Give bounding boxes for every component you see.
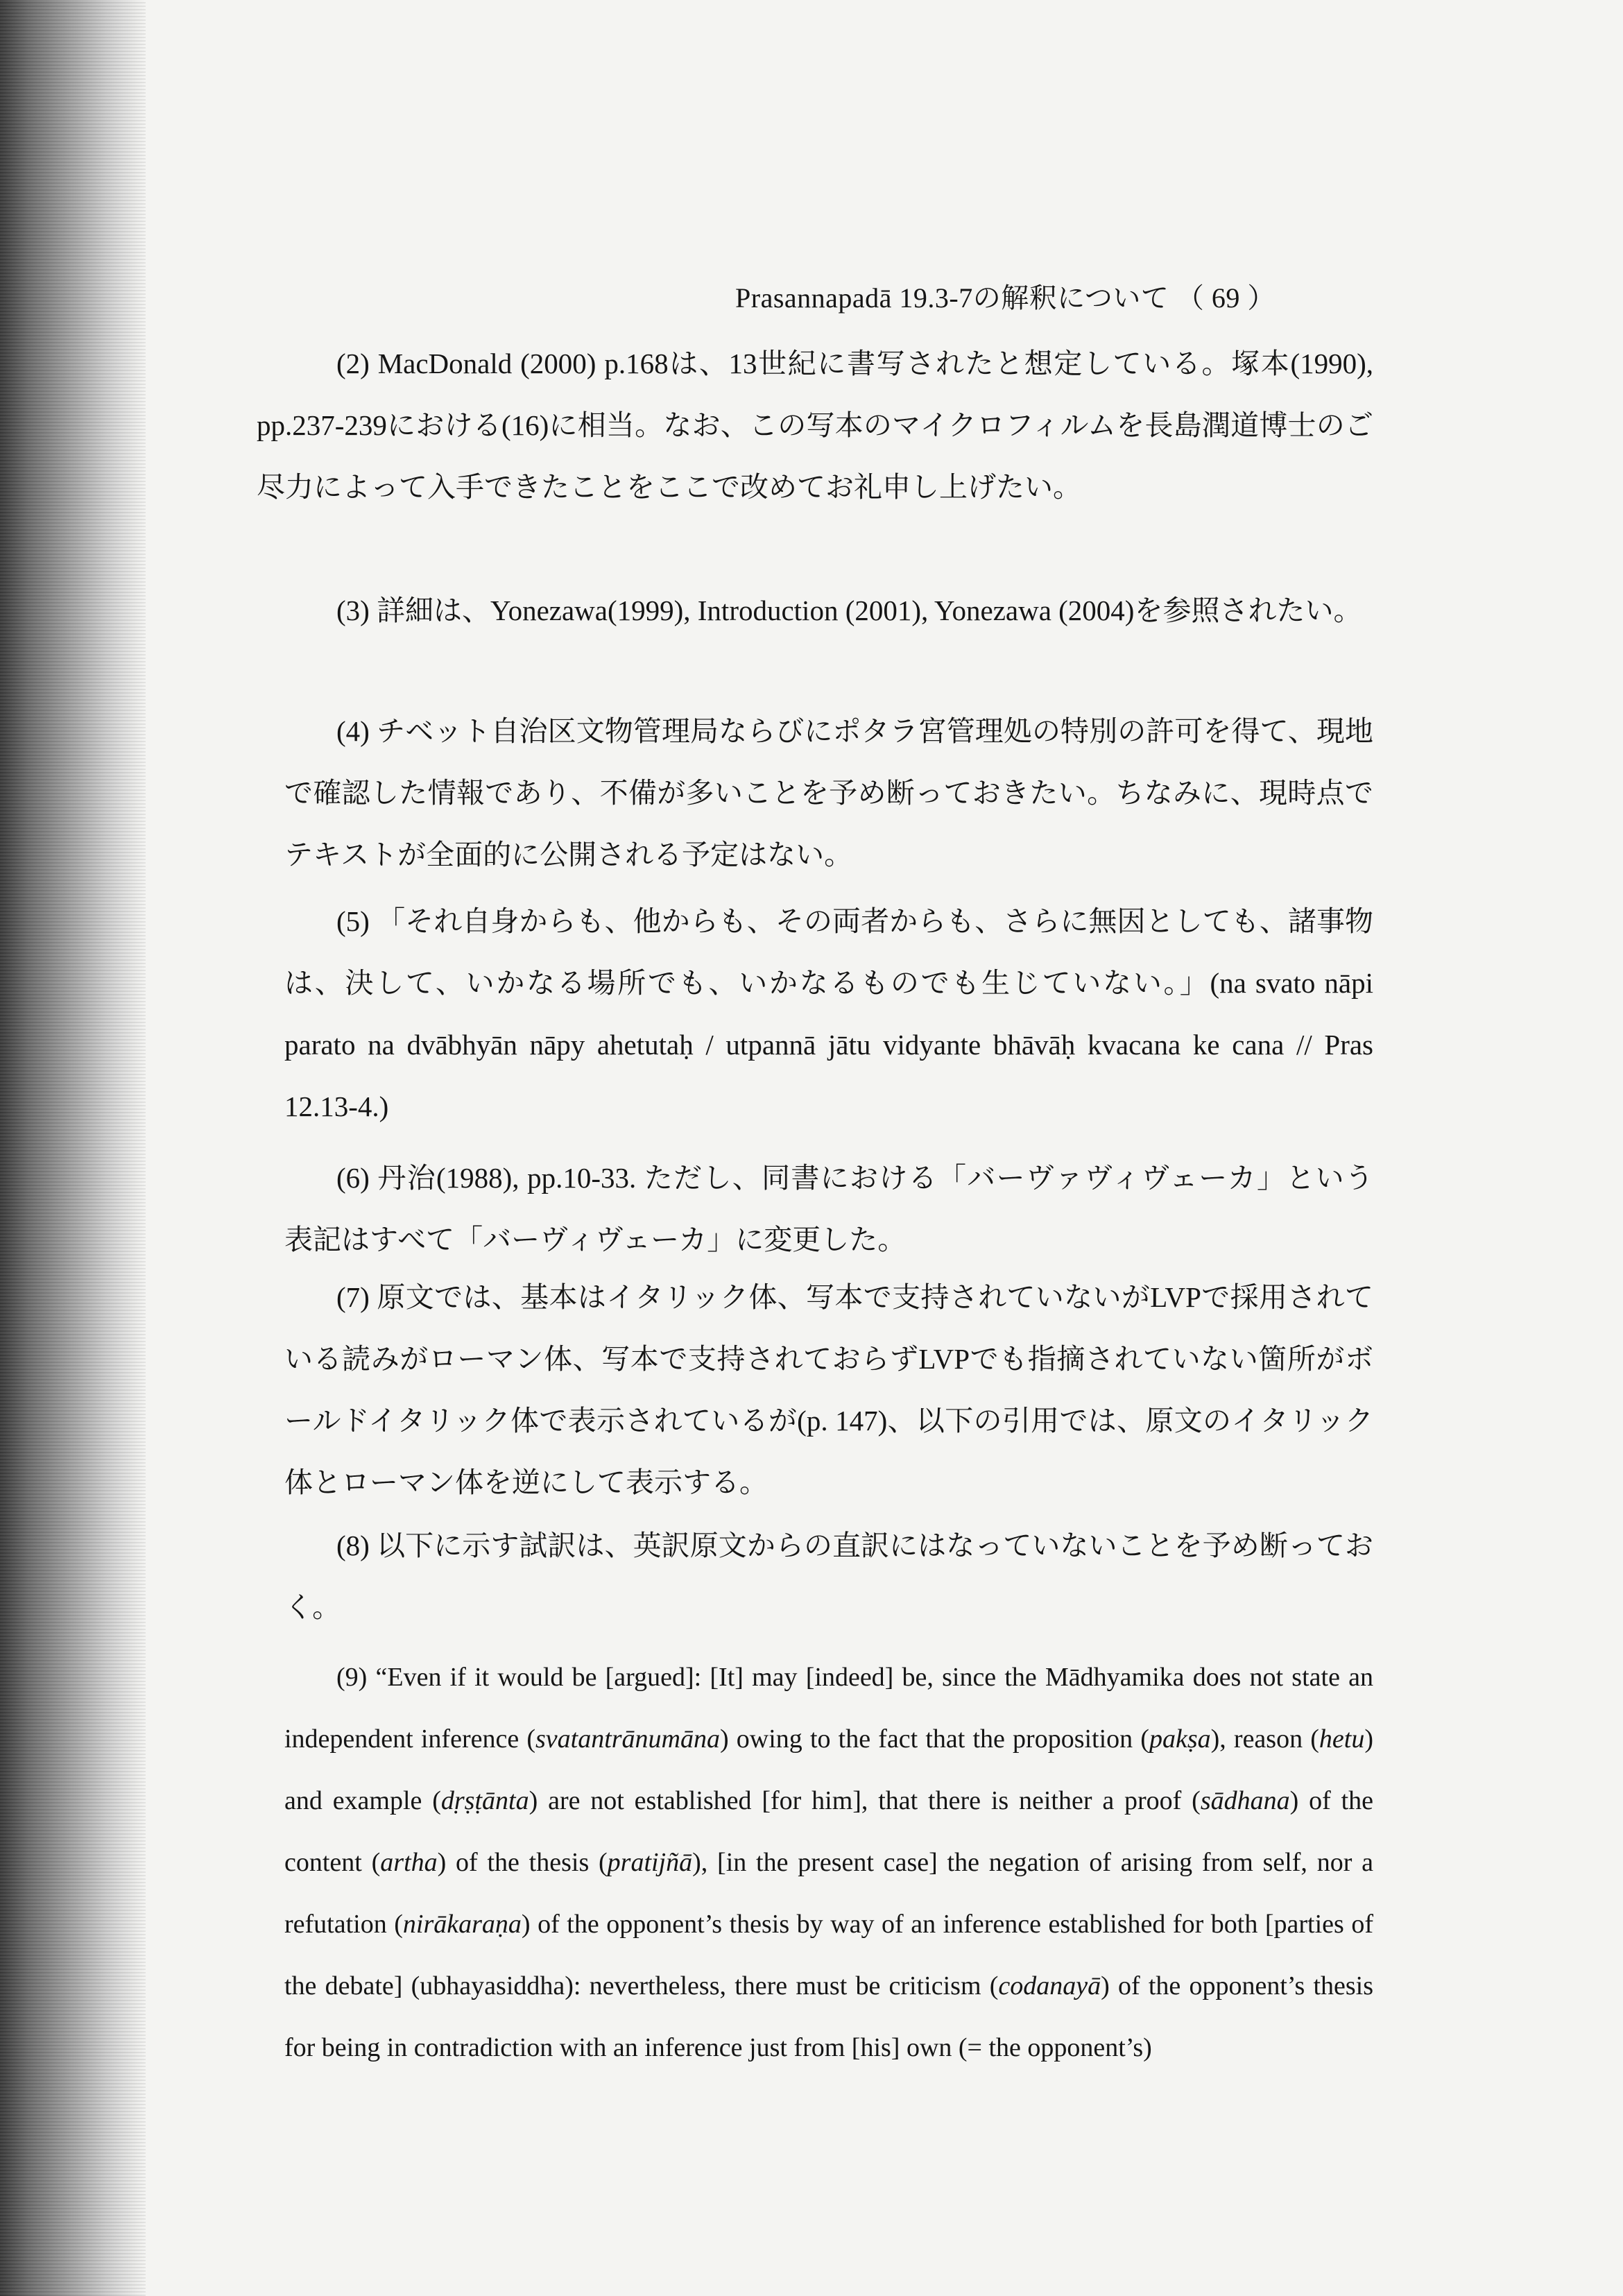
- footnote-5: [257, 891, 1373, 1138]
- scan-noise: [0, 0, 146, 2296]
- footnote-text: (7) 原文では、基本はイタリック体、写本で支持されていないがLVPで採用されている読みがローマン体、写本で支持されておらずLVPでも指摘されていない箇所がボールドイタリック体で表示されているが(p. 147)、以下の引用では、原文のイタリック体とローマン体を逆にして表示する。: [284, 1281, 1373, 1498]
- footnote-text: (5) 「それ自身からも、他からも、その両者からも、さらに無因としても、諸事物は、決して、いかなる場所でも、いかなるものでも生じていない。」(na svato nāpi parato na dvābhyān nāpy ahetutaḥ / utpannā jātu vidyante bhāvāḥ kvacana ke cana // Pras 12.13-4.): [284, 905, 1374, 1122]
- term-svatantranumana: svatantrānumāna: [535, 1724, 720, 1754]
- term-hetu: hetu: [1319, 1724, 1365, 1754]
- footnote-text: (2) MacDonald (2000) p.168は、13世紀に書写されたと想定している。塚本(1990), pp.237-239における(16)に相当。なお、この写本のマイクロフィルムを長島潤道博士のご尽力によって入手できたことをここで改めてお礼申し上げたい。: [257, 348, 1373, 503]
- term-paksa: pakṣa: [1149, 1724, 1211, 1754]
- footnote-3: [257, 580, 1373, 642]
- term-nirakarana: nirākaraṇa: [402, 1910, 522, 1939]
- term-drstanta: dṛṣṭānta: [440, 1786, 529, 1815]
- term-pratijna: pratijñā: [607, 1848, 693, 1877]
- footnote-text: (8) 以下に示す試訳は、英訳原文からの直訳にはなっていないことを予め断っておく。: [284, 1530, 1374, 1623]
- footnote-text: (6) 丹治(1988), pp.10-33. ただし、同書における「バーヴァヴィヴェーカ」という表記はすべて「バーヴィヴェーカ」に変更した。: [284, 1162, 1373, 1256]
- footnote-8: [257, 1515, 1373, 1638]
- footnote-4: [257, 701, 1373, 886]
- term-codanaya: codanayā: [998, 1971, 1101, 2001]
- footnote-text: (9) “Even if it would be [argued]: [It] may [indeed] be, since the Mādhyamika does not state an independent inference (svatantrānumāna) owing to the fact that the proposition (pakṣa), reason (hetu) and example (dṛṣṭānta) are not established [for him], that there is neither a proof (sādhana) of the content (artha) of the thesis (pratijñā), [in the present case] the negation of arising from self, nor a refutation (nirākaraṇa) of the opponent’s thesis by way of an inference established for both [parties of the debate] (ubhayasiddha): nevertheless, there must be criticism (codanayā) of the opponent’s thesis for being in contradiction with an inference just from [his] own (= the opponent’s): [284, 1663, 1374, 2062]
- footnote-2: [257, 333, 1373, 518]
- term-artha: artha: [380, 1848, 438, 1877]
- footnote-text: (4) チベット自治区文物管理局ならびにポタラ宮管理処の特別の許可を得て、現地で確認した情報であり、不備が多いことを予め断っておきたい。ちなみに、現時点でテキストが全面的に公開される予定はない。: [284, 715, 1374, 871]
- footnote-9: [257, 1647, 1373, 2079]
- footnote-text: (3) 詳細は、Yonezawa(1999), Introduction (2001), Yonezawa (2004)を参照されたい。: [336, 594, 1362, 626]
- running-head: Prasannapadā 19.3-7の解釈について （ 69 ）: [735, 282, 1276, 314]
- term-sadhana: sādhana: [1200, 1786, 1290, 1815]
- footnote-6: [257, 1147, 1373, 1271]
- footnote-7: [257, 1267, 1373, 1514]
